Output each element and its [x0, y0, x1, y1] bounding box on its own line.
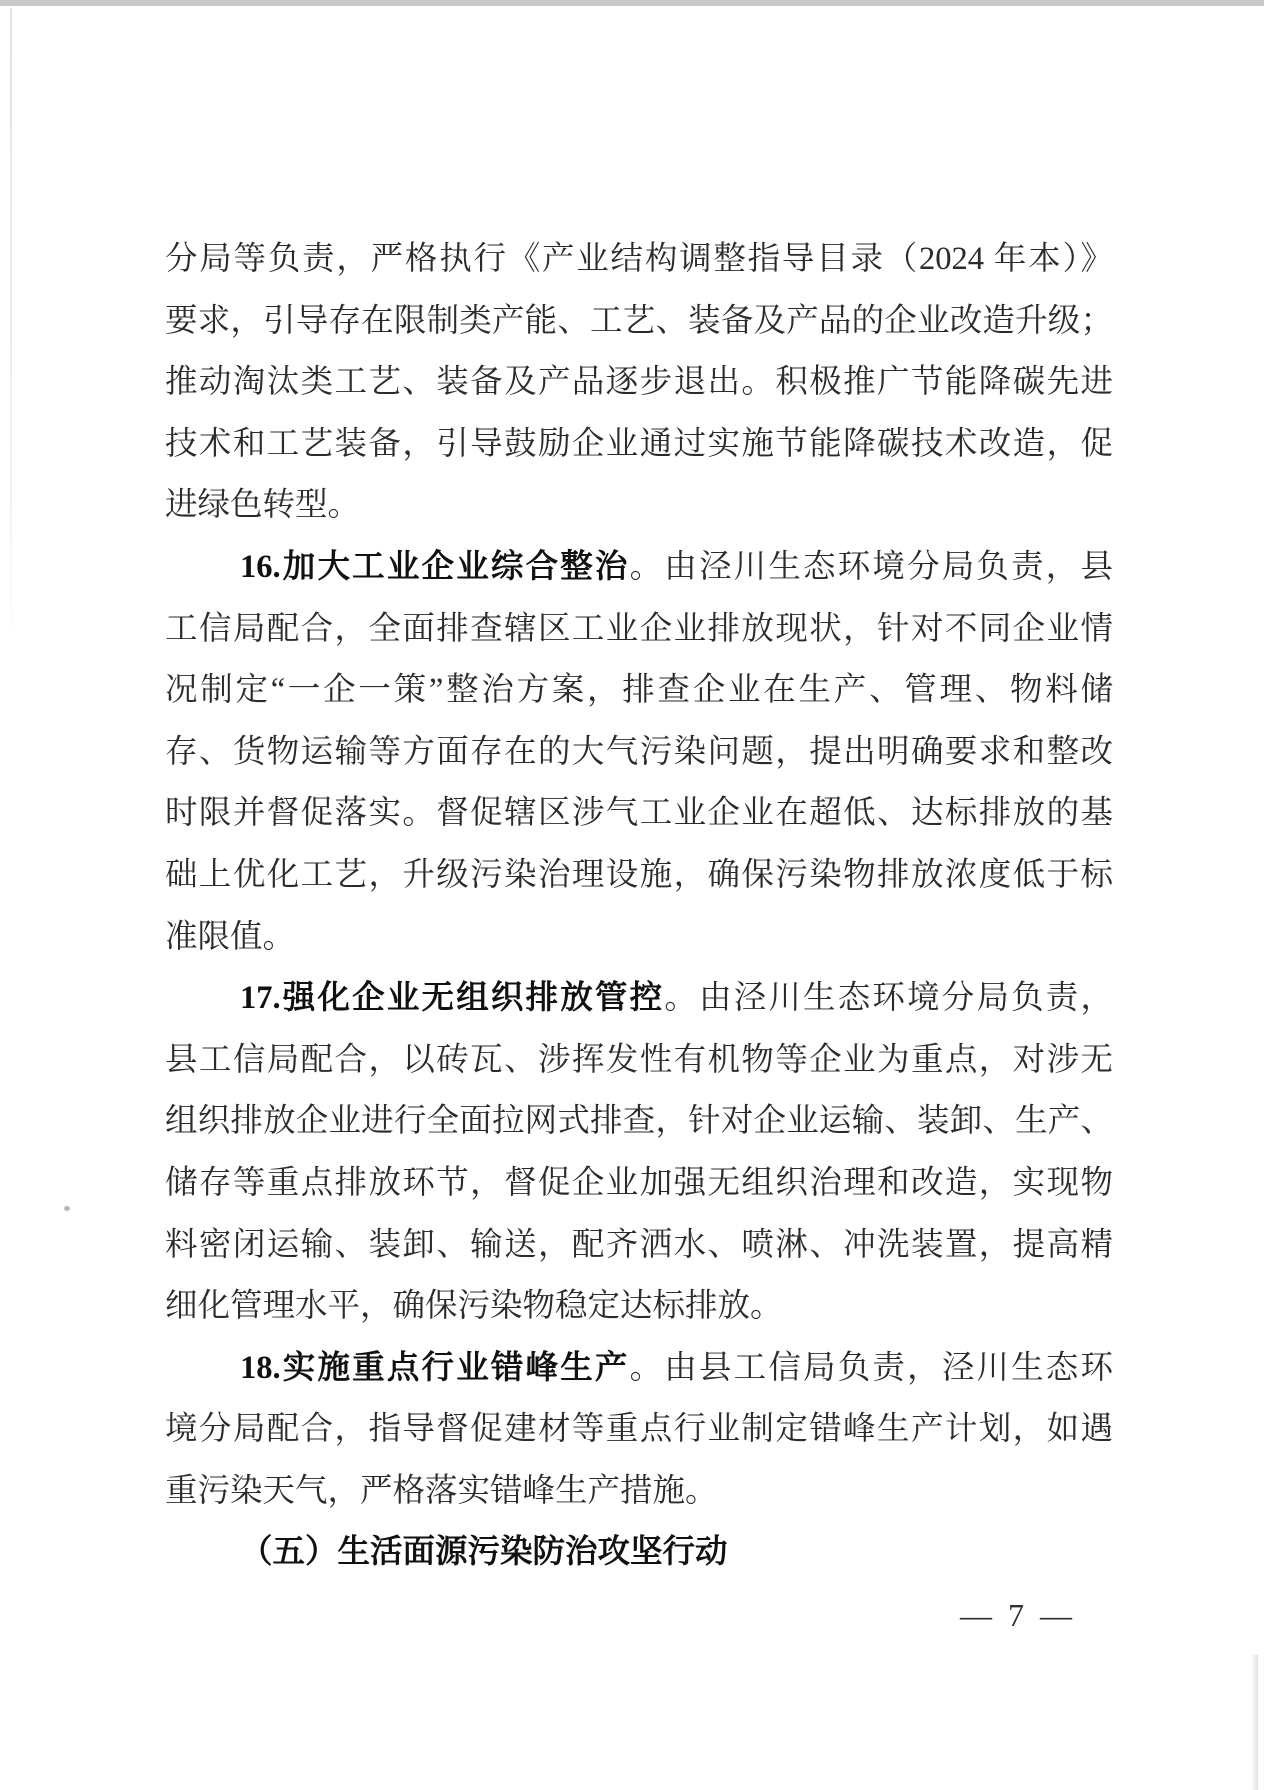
text-line	[165, 1461, 1113, 1523]
text-line	[165, 1091, 1113, 1153]
line-text: 要求，引导存在限制类产能、工艺、装备及产品的企业改造升级；	[165, 302, 1113, 339]
scan-left-edge-line	[10, 8, 12, 648]
document-text-block	[165, 229, 1113, 1584]
heading-text-line	[165, 968, 1113, 1030]
run-in-heading: 18.实施重点行业错峰生产	[240, 1349, 630, 1386]
run-in-heading: 17.强化企业无组织排放管控	[240, 980, 665, 1017]
text-line	[165, 1030, 1113, 1092]
run-in-heading: （五）生活面源污染防治攻坚行动	[240, 1534, 728, 1571]
line-text: 组织排放企业进行全面拉网式排查，针对企业运输、装卸、生产、	[165, 1103, 1113, 1140]
line-text: 工信局配合，全面排查辖区工业企业排放现状，针对不同企业情	[165, 610, 1113, 647]
text-line	[165, 352, 1113, 414]
line-text: 础上优化工艺，升级污染治理设施，确保污染物排放浓度低于标	[165, 856, 1113, 893]
text-line	[165, 783, 1113, 845]
line-text: 况制定“一企一策”整治方案，排查企业在生产、管理、物料储	[165, 672, 1113, 709]
text-line	[165, 1153, 1113, 1215]
heading-text-line	[165, 1522, 1113, 1584]
text-line	[165, 660, 1113, 722]
line-text: 推动淘汰类工艺、装备及产品逐步退出。积极推广节能降碳先进	[165, 364, 1113, 401]
text-line	[165, 722, 1113, 784]
text-line	[165, 1399, 1113, 1461]
line-text: 。由县工信局负责，泾川生态环	[629, 1349, 1113, 1386]
text-line	[165, 414, 1113, 476]
text-line	[165, 907, 1113, 969]
line-text: 细化管理水平，确保污染物稳定达标排放。	[165, 1288, 783, 1325]
page-number: — 7 —	[960, 1597, 1076, 1633]
scan-right-edge-shadow	[1251, 1655, 1258, 1790]
text-line	[165, 1215, 1113, 1277]
line-text: 技术和工艺装备，引导鼓励企业通过实施节能降碳技术改造，促	[165, 425, 1113, 462]
text-line	[165, 291, 1113, 353]
text-line	[165, 1276, 1113, 1338]
scan-speck	[64, 1206, 70, 1211]
line-text: 重污染天气，严格落实错峰生产措施。	[165, 1472, 718, 1509]
text-line	[165, 229, 1113, 291]
run-in-heading: 16.加大工业企业综合整治	[240, 548, 630, 585]
line-text: 进绿色转型。	[165, 487, 361, 524]
heading-text-line	[165, 537, 1113, 599]
line-text: 分局等负责，严格执行《产业结构调整指导目录（2024 年本）》	[165, 241, 1113, 277]
line-text: 储存等重点排放环节，督促企业加强无组织治理和改造，实现物	[165, 1164, 1113, 1201]
line-text: 料密闭运输、装卸、输送，配齐洒水、喷淋、冲洗装置，提高精	[165, 1226, 1113, 1263]
line-text: 。由泾川生态环境分局负责，县	[629, 548, 1113, 585]
text-line	[165, 845, 1113, 907]
text-line	[165, 599, 1113, 661]
heading-text-line	[165, 1338, 1113, 1400]
scan-top-edge-bar	[0, 0, 1264, 6]
line-text: 境分局配合，指导督促建材等重点行业制定错峰生产计划，如遇	[165, 1411, 1113, 1448]
line-text: 。由泾川生态环境分局负责，	[664, 980, 1113, 1017]
text-line	[165, 475, 1113, 537]
line-text: 县工信局配合，以砖瓦、涉挥发性有机物等企业为重点，对涉无	[165, 1041, 1113, 1078]
line-text: 时限并督促落实。督促辖区涉气工业企业在超低、达标排放的基	[165, 795, 1113, 832]
line-text: 存、货物运输等方面存在的大气污染问题，提出明确要求和整改	[165, 733, 1113, 770]
line-text: 准限值。	[165, 918, 296, 955]
